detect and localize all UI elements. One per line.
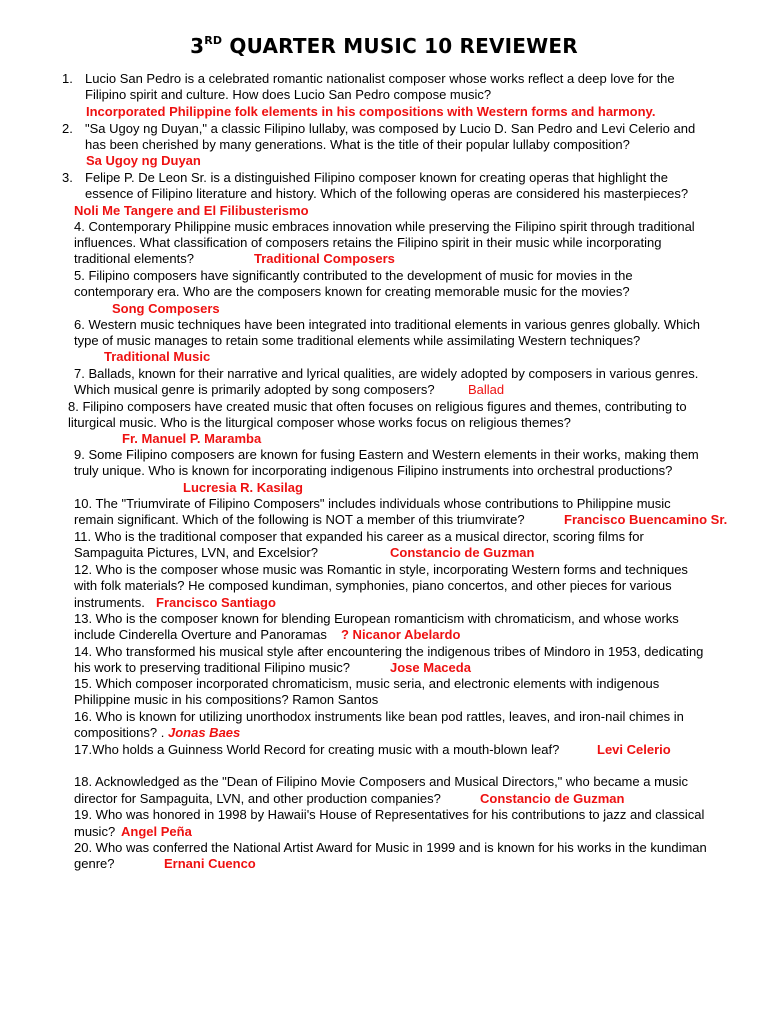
question-2-line-2: has been cherished by many generations. What is the title of their popular lullaby composition? (85, 137, 630, 152)
question-12-line-1: 12. Who is the composer whose music was Romantic in style, incorporating Western forms and techniques (74, 562, 688, 577)
question-3-line-1: Felipe P. De Leon Sr. is a distinguished Filipino composer known for creating operas that highlight the (85, 170, 668, 185)
answer-2: Sa Ugoy ng Duyan (86, 153, 201, 168)
question-6-line-2: type of music manages to retain some traditional elements while assimilating Western techniques? (74, 333, 641, 348)
question-11-line-2: Sampaguita Pictures, LVN, and Excelsior? (74, 545, 318, 560)
question-16-line-1: 16. Who is known for utilizing unorthodox instruments like bean pod rattles, leaves, and iron-nail chimes in (74, 709, 684, 724)
question-4-line-2: influences. What classification of composers retains the Filipino spirit in their music while incorporating (74, 235, 662, 250)
question-19-line-2: music? (74, 824, 116, 839)
question-6-line-1: 6. Western music techniques have been integrated into traditional elements in various genres globally. Which (74, 317, 701, 332)
question-2-line-1: "Sa Ugoy ng Duyan," a classic Filipino lullaby, was composed by Lucio D. San Pedro and Levi Celerio and (85, 121, 696, 136)
answer-4: Traditional Composers (254, 251, 395, 266)
question-11-line-1: 11. Who is the traditional composer that expanded his career as a musical director, scoring films for (74, 529, 644, 544)
question-20-line-1: 20. Who was conferred the National Artist Award for Music in 1999 and is known for his works in the kundiman (74, 840, 707, 855)
question-12-line-2: with folk materials? He composed kundiman, symphonies, piano concertos, and other pieces for various (74, 578, 672, 593)
question-15-line-2: Philippine music in his compositions? Ramon Santos (74, 692, 379, 707)
answer-9: Lucresia R. Kasilag (183, 480, 303, 495)
question-4-line-1: 4. Contemporary Philippine music embraces innovation while preserving the Filipino spirit through traditional (74, 219, 695, 234)
question-19-line-1: 19. Who was honored in 1998 by Hawaii's House of Representatives for his contributions to jazz and classical (74, 807, 705, 822)
question-13-line-2: include Cinderella Overture and Panoramas (74, 627, 327, 642)
question-8-line-2: liturgical music. Who is the liturgical composer whose works focus on religious themes? (68, 415, 571, 430)
answer-14: Jose Maceda (390, 660, 471, 675)
question-10-line-2: remain significant. Which of the following is NOT a member of this triumvirate? (74, 512, 525, 527)
answer-20: Ernani Cuenco (164, 856, 256, 871)
question-5-line-1: 5. Filipino composers have significantly contributed to the development of music for movies in the (74, 268, 633, 283)
question-13-line-1: 13. Who is the composer known for blending European romanticism with chromaticism, and whose works (74, 611, 679, 626)
question-17-line-1: 17.Who holds a Guinness World Record for creating music with a mouth-blown leaf? (74, 742, 560, 757)
question-9-line-2: truly unique. Who is known for incorporating indigenous Filipino instruments into orchestral productions? (74, 463, 673, 478)
question-10-line-1: 10. The "Triumvirate of Filipino Composers" includes individuals whose contributions to Philippine music (74, 496, 671, 511)
answer-7: Ballad (468, 382, 505, 397)
answer-1: Incorporated Philippine folk elements in his compositions with Western forms and harmony. (86, 104, 656, 119)
answer-11: Constancio de Guzman (390, 545, 535, 560)
answer-5: Song Composers (112, 301, 220, 316)
question-5-line-2: contemporary era. Who are the composers known for creating memorable music for the movies? (74, 284, 630, 299)
question-15-line-1: 15. Which composer incorporated chromaticism, music seria, and electronic elements with indigenous (74, 676, 660, 691)
question-2-number: 2. (62, 121, 73, 136)
question-20-line-2: genre? (74, 856, 115, 871)
question-1-line-2: Filipino spirit and culture. How does Lucio San Pedro compose music? (85, 87, 492, 102)
question-1-line-1: Lucio San Pedro is a celebrated romantic nationalist composer whose works reflect a deep love for the (85, 71, 675, 86)
answer-16: Jonas Baes (168, 725, 241, 740)
question-9-line-1: 9. Some Filipino composers are known for fusing Eastern and Western elements in their works, making them (74, 447, 699, 462)
page-title: 3RD QUARTER MUSIC 10 REVIEWER (190, 34, 578, 58)
question-14-line-1: 14. Who transformed his musical style after encountering the indigenous tribes of Mindoro in 1953, dedicating (74, 644, 704, 659)
answer-3: Noli Me Tangere and El Filibusterismo (74, 203, 309, 218)
question-8-line-1: 8. Filipino composers have created music that often focuses on religious figures and themes, contributing to (68, 399, 687, 414)
question-16-line-2: compositions? . (74, 725, 165, 740)
question-1-number: 1. (62, 71, 73, 86)
question-4-line-3: traditional elements? (74, 251, 194, 266)
answer-12: Francisco Santiago (156, 595, 276, 610)
question-7-line-2: Which musical genre is primarily adopted by song composers? (74, 382, 435, 397)
answer-6: Traditional Music (104, 349, 211, 364)
answer-19: Angel Peña (121, 824, 192, 839)
answer-8: Fr. Manuel P. Maramba (122, 431, 262, 446)
question-12-line-3: instruments. (74, 595, 145, 610)
answer-13: ? Nicanor Abelardo (341, 627, 461, 642)
answer-18: Constancio de Guzman (480, 791, 625, 806)
answer-10: Francisco Buencamino Sr. (564, 512, 728, 527)
question-18-line-2: director for Sampaguita, LVN, and other production companies? (74, 791, 441, 806)
question-18-line-1: 18. Acknowledged as the "Dean of Filipino Movie Composers and Musical Directors," who became a music (74, 774, 689, 789)
question-14-line-2: his work to preserving traditional Filipino music? (74, 660, 351, 675)
question-7-line-1: 7. Ballads, known for their narrative and lyrical qualities, are widely adopted by composers in various genres. (74, 366, 699, 381)
question-3-line-2: essence of Filipino literature and history. Which of the following operas are considered his masterpieces? (85, 186, 689, 201)
answer-17: Levi Celerio (597, 742, 671, 757)
question-3-number: 3. (62, 170, 73, 185)
